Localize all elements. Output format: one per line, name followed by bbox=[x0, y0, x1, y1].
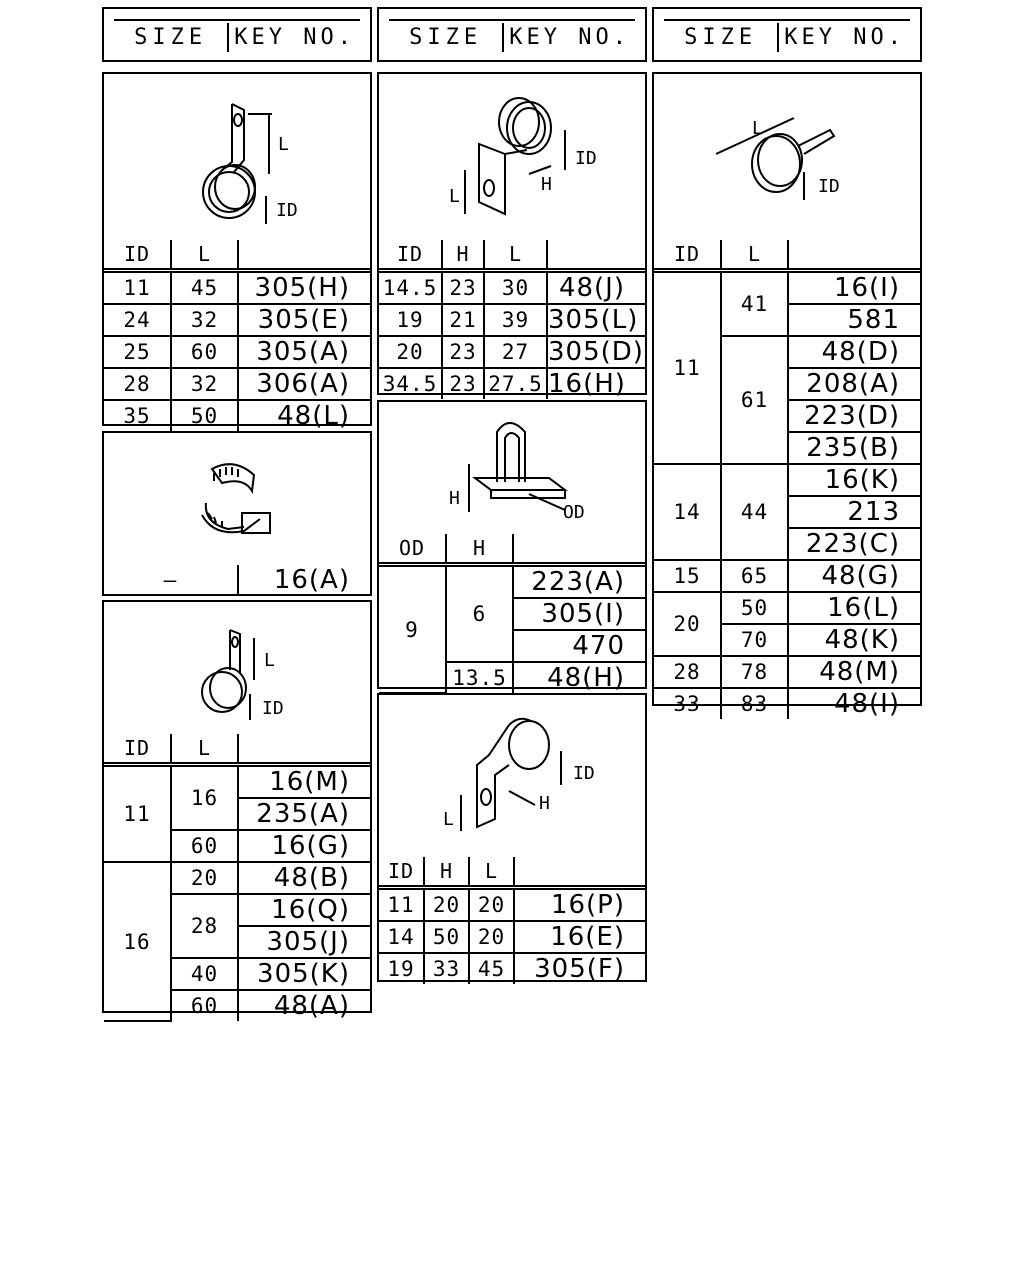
key-no-cell: 223(C) bbox=[788, 528, 920, 560]
size-cell: L bbox=[469, 857, 514, 888]
p-clip-figure bbox=[379, 695, 645, 857]
size-cell: 27.5 bbox=[484, 368, 547, 399]
p-clip-table bbox=[379, 857, 645, 984]
size-cell: 11 bbox=[104, 271, 171, 305]
table-header-row bbox=[104, 240, 370, 271]
label-L: L bbox=[449, 186, 460, 207]
key-no-cell: 48(G) bbox=[788, 560, 920, 592]
size-cell: 65 bbox=[721, 560, 788, 592]
key-no-cell: 16(P) bbox=[514, 888, 645, 922]
table-row bbox=[379, 271, 645, 305]
label-ID: ID bbox=[276, 200, 298, 221]
size-cell: 14.5 bbox=[379, 271, 442, 305]
key-no-cell: 48(K) bbox=[788, 624, 920, 656]
table-row bbox=[104, 765, 370, 799]
key-no-cell: 16(H) bbox=[547, 368, 645, 399]
size-cell: 20 bbox=[654, 592, 721, 656]
size-cell: 20 bbox=[469, 921, 514, 953]
label-H: H bbox=[541, 174, 552, 195]
key-no-cell: 16(G) bbox=[238, 830, 370, 862]
size-cell: 32 bbox=[171, 304, 238, 336]
key-no-cell: 16(E) bbox=[514, 921, 645, 953]
table-row bbox=[379, 888, 645, 922]
key-no-cell: 305(H) bbox=[238, 271, 370, 305]
key-no-cell: 48(L) bbox=[238, 400, 370, 431]
label-L: L bbox=[752, 118, 763, 139]
loop-clip-panel bbox=[102, 600, 372, 1021]
key-no-cell: 305(F) bbox=[514, 953, 645, 984]
table-header-row bbox=[654, 240, 920, 271]
size-cell: 28 bbox=[654, 656, 721, 688]
size-cell: 6 bbox=[446, 565, 513, 663]
size-cell: 83 bbox=[721, 688, 788, 719]
table-row bbox=[654, 271, 920, 305]
size-cell: H bbox=[424, 857, 469, 888]
key-no-cell: 581 bbox=[788, 304, 920, 336]
table-row bbox=[104, 565, 370, 595]
size-cell: 23 bbox=[442, 271, 484, 305]
key-no-cell: 305(I) bbox=[513, 598, 645, 630]
size-cell: 70 bbox=[721, 624, 788, 656]
size-cell: 61 bbox=[721, 336, 788, 464]
size-cell: 60 bbox=[171, 336, 238, 368]
key-no-cell: 470 bbox=[513, 630, 645, 662]
table-header-row bbox=[104, 734, 370, 765]
size-cell: ID bbox=[379, 857, 424, 888]
size-cell: 13.5 bbox=[446, 662, 513, 693]
label-L: L bbox=[264, 650, 275, 671]
size-cell: 16 bbox=[171, 765, 238, 831]
key-no-cell: 235(A) bbox=[238, 798, 370, 830]
label-H: H bbox=[449, 488, 460, 509]
size-cell: 14 bbox=[379, 921, 424, 953]
size-cell: 11 bbox=[104, 765, 171, 863]
size-cell: 35 bbox=[104, 400, 171, 431]
size-cell: L bbox=[171, 734, 238, 765]
size-cell bbox=[547, 240, 645, 271]
bracket-clip-figure bbox=[379, 74, 645, 240]
key-no-cell: 16(Q) bbox=[238, 894, 370, 926]
key-no-cell: 16(A) bbox=[238, 565, 370, 595]
size-cell: ID bbox=[654, 240, 721, 271]
key-no-cell: 48(J) bbox=[547, 271, 645, 305]
size-cell bbox=[238, 240, 370, 271]
size-cell: 23 bbox=[442, 368, 484, 399]
table-row bbox=[654, 656, 920, 688]
size-cell: 20 bbox=[424, 888, 469, 922]
key-no-cell: 305(E) bbox=[238, 304, 370, 336]
key-no-cell: 306(A) bbox=[238, 368, 370, 400]
size-cell: 50 bbox=[424, 921, 469, 953]
table-header-row bbox=[379, 534, 645, 565]
label-H: H bbox=[539, 793, 550, 814]
key-no-cell: 305(D) bbox=[548, 337, 644, 367]
table-row bbox=[104, 336, 370, 368]
tie-clip-table bbox=[104, 565, 370, 595]
size-cell bbox=[788, 240, 920, 271]
size-cell: 33 bbox=[654, 688, 721, 719]
size-cell: 78 bbox=[721, 656, 788, 688]
size-cell: 16 bbox=[104, 862, 171, 1021]
size-cell: 34.5 bbox=[379, 368, 442, 399]
push-clip-table bbox=[379, 534, 645, 694]
size-cell: 60 bbox=[171, 830, 238, 862]
size-cell: 28 bbox=[171, 894, 238, 958]
table-row bbox=[104, 304, 370, 336]
label-ID: ID bbox=[818, 176, 840, 197]
key-no-cell: 213 bbox=[788, 496, 920, 528]
size-header: SIZE bbox=[114, 23, 229, 52]
size-cell: 20 bbox=[171, 862, 238, 894]
key-no-cell: 305(L) bbox=[547, 304, 645, 336]
size-cell: 45 bbox=[469, 953, 514, 984]
size-cell: 21 bbox=[442, 304, 484, 336]
label-L: L bbox=[278, 134, 289, 155]
size-cell: 33 bbox=[424, 953, 469, 984]
size-header: SIZE bbox=[664, 23, 779, 52]
key-no-cell: 305(K) bbox=[238, 958, 370, 990]
ring-clamp-table bbox=[654, 240, 920, 719]
bracket-clip-panel bbox=[377, 72, 647, 399]
size-cell: 20 bbox=[379, 336, 442, 368]
header-col-1 bbox=[102, 7, 372, 62]
size-cell: ID bbox=[104, 734, 171, 765]
key-no-cell: 16(I) bbox=[788, 271, 920, 305]
key-no-cell: 16(K) bbox=[788, 464, 920, 496]
key-no-cell: 16(L) bbox=[788, 592, 920, 624]
table-row bbox=[104, 400, 370, 431]
p-clip-panel bbox=[377, 693, 647, 982]
key-no-cell: 48(I) bbox=[788, 688, 920, 719]
label-OD: OD bbox=[563, 502, 585, 523]
size-cell: H bbox=[442, 240, 484, 271]
key-no-cell: 305(A) bbox=[238, 336, 370, 368]
size-cell: 20 bbox=[469, 888, 514, 922]
size-cell bbox=[514, 857, 645, 888]
size-cell: 39 bbox=[484, 304, 547, 336]
size-cell: 40 bbox=[171, 958, 238, 990]
table-row bbox=[654, 688, 920, 719]
size-cell: OD bbox=[379, 534, 446, 565]
table-row bbox=[654, 560, 920, 592]
label-ID: ID bbox=[573, 763, 595, 784]
key-no-cell: 48(H) bbox=[513, 662, 645, 693]
size-cell: 44 bbox=[721, 464, 788, 560]
size-cell: 45 bbox=[171, 271, 238, 305]
push-clip-figure bbox=[379, 402, 645, 534]
size-dash: — bbox=[104, 565, 238, 595]
size-cell: 50 bbox=[171, 400, 238, 431]
table-row bbox=[654, 592, 920, 624]
size-cell: 19 bbox=[379, 953, 424, 984]
size-cell: 11 bbox=[654, 271, 721, 465]
size-cell: 23 bbox=[442, 336, 484, 368]
size-cell: 19 bbox=[379, 304, 442, 336]
key-no-header: KEY NO. bbox=[234, 25, 355, 50]
size-cell: 30 bbox=[484, 271, 547, 305]
col-l: L bbox=[171, 240, 238, 271]
table-row bbox=[104, 368, 370, 400]
key-no-cell: 48(B) bbox=[238, 862, 370, 894]
size-cell: 41 bbox=[721, 271, 788, 337]
clip-tab-figure bbox=[104, 74, 370, 240]
key-no-header: KEY NO. bbox=[509, 25, 630, 50]
size-cell bbox=[513, 534, 645, 565]
col-id: ID bbox=[104, 240, 171, 271]
size-cell: 9 bbox=[379, 565, 446, 694]
size-cell: 24 bbox=[104, 304, 171, 336]
key-no-cell: 235(B) bbox=[788, 432, 920, 464]
table-row bbox=[379, 368, 645, 399]
table-row bbox=[104, 862, 370, 894]
table-row bbox=[379, 336, 645, 368]
size-cell: 11 bbox=[379, 888, 424, 922]
size-cell: 28 bbox=[104, 368, 171, 400]
size-cell: ID bbox=[379, 240, 442, 271]
table-row bbox=[654, 464, 920, 496]
size-cell: L bbox=[484, 240, 547, 271]
table-header-row bbox=[379, 857, 645, 888]
push-clip-panel bbox=[377, 400, 647, 693]
label-ID: ID bbox=[262, 698, 284, 719]
bracket-clip-table bbox=[379, 240, 645, 399]
size-cell: H bbox=[446, 534, 513, 565]
ring-clamp-panel bbox=[652, 72, 922, 719]
size-header: SIZE bbox=[389, 23, 504, 52]
size-cell: 14 bbox=[654, 464, 721, 560]
size-cell: 15 bbox=[654, 560, 721, 592]
header-col-3 bbox=[652, 7, 922, 62]
key-no-cell: 48(A) bbox=[238, 990, 370, 1021]
tie-clip-panel bbox=[102, 431, 372, 596]
clip-tab-table bbox=[104, 240, 370, 431]
size-cell bbox=[238, 734, 370, 765]
table-header-row bbox=[379, 240, 645, 271]
table-row bbox=[104, 271, 370, 305]
clip-tab-panel bbox=[102, 72, 372, 431]
key-no-cell: 208(A) bbox=[788, 368, 920, 400]
size-cell: 60 bbox=[171, 990, 238, 1021]
loop-clip-figure bbox=[104, 602, 370, 734]
size-cell: L bbox=[721, 240, 788, 271]
loop-clip-table bbox=[104, 734, 370, 1022]
size-cell: 50 bbox=[721, 592, 788, 624]
table-row bbox=[379, 304, 645, 336]
label-ID: ID bbox=[575, 148, 597, 169]
size-cell: 32 bbox=[171, 368, 238, 400]
table-row bbox=[379, 953, 645, 984]
key-no-cell: 223(D) bbox=[788, 400, 920, 432]
header-col-2 bbox=[377, 7, 647, 62]
key-no-cell: 16(M) bbox=[238, 765, 370, 799]
key-no-cell: 223(A) bbox=[513, 565, 645, 599]
table-row bbox=[379, 565, 645, 599]
size-cell: 27 bbox=[484, 336, 547, 368]
key-no-cell: 48(M) bbox=[788, 656, 920, 688]
label-L: L bbox=[443, 809, 454, 830]
table-row bbox=[379, 921, 645, 953]
tie-clip-figure bbox=[104, 433, 370, 565]
key-no-header: KEY NO. bbox=[784, 25, 905, 50]
size-cell: 25 bbox=[104, 336, 171, 368]
key-no-cell: 48(D) bbox=[788, 336, 920, 368]
key-no-cell: 305(J) bbox=[238, 926, 370, 958]
ring-clamp-figure bbox=[654, 74, 920, 240]
